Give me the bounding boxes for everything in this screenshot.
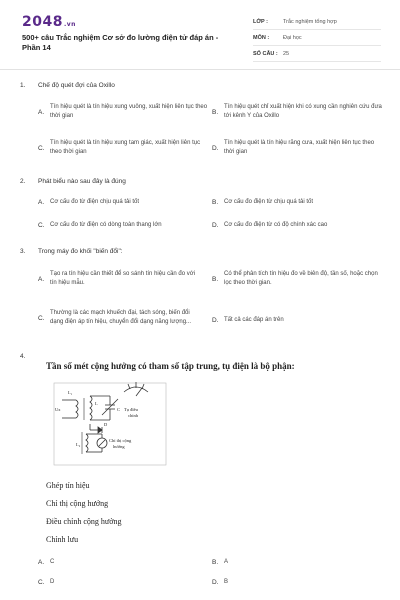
option-letter: B. bbox=[212, 275, 219, 283]
header-divider bbox=[0, 69, 400, 70]
option-d[interactable] bbox=[212, 137, 382, 159]
question-text: Trong máy đo khối "biến đổi": bbox=[38, 248, 123, 255]
option-letter: C. bbox=[38, 314, 45, 322]
label-cap-1: Tụ điều bbox=[124, 407, 138, 412]
option-text: Tạo ra tín hiệu cần thiết để so sánh tín hiệu cần đo với tín hiệu mẫu. bbox=[50, 271, 196, 286]
option-letter: B. bbox=[212, 108, 219, 116]
option-d[interactable] bbox=[212, 219, 382, 231]
option-letter: B. bbox=[212, 198, 219, 206]
option-text: B bbox=[224, 578, 229, 585]
label-meter-2: hưởng bbox=[113, 444, 125, 449]
meta-label: MÔN : bbox=[253, 34, 270, 41]
option-text: C bbox=[50, 558, 55, 565]
option-text: Cơ cấu đo từ điện chịu quá tải tốt bbox=[50, 198, 140, 205]
label-l: L bbox=[95, 401, 98, 406]
logo-suffix: .vn bbox=[63, 21, 76, 28]
label-l2: L₂ bbox=[76, 442, 81, 447]
option-letter: D. bbox=[212, 316, 219, 324]
option-d[interactable] bbox=[212, 314, 382, 326]
option-b[interactable] bbox=[212, 268, 382, 290]
option-letter: B. bbox=[212, 558, 219, 566]
meta-value: 25 bbox=[283, 50, 290, 57]
option-letter: A. bbox=[38, 558, 45, 566]
option-text: Tín hiệu quét là tín hiệu răng cưa, xuất hiện liên tục theo thời gian bbox=[224, 140, 375, 155]
option-text: Tất cả các đáp án trên bbox=[224, 316, 284, 323]
question-text: Phát biểu nào sau đây là đúng bbox=[38, 178, 126, 185]
option-letter: D. bbox=[212, 578, 219, 586]
option-d[interactable] bbox=[212, 576, 362, 588]
option-text: Cơ cấu đo điện từ chịu quá tải tốt bbox=[224, 198, 314, 205]
option-b[interactable] bbox=[212, 196, 382, 208]
question-number: 2. bbox=[20, 178, 26, 185]
option-text: Cơ cấu đo điện từ có độ chính xác cao bbox=[224, 221, 328, 228]
meta-table bbox=[253, 14, 381, 62]
meta-value[interactable]: Đại học bbox=[283, 34, 302, 41]
label-cap-2: chỉnh bbox=[128, 413, 138, 418]
option-c[interactable] bbox=[38, 576, 188, 588]
question-number: 4. bbox=[20, 353, 26, 360]
option-text: Tín hiệu quét là tín hiệu xung vuông, xuất hiện liên tục theo thời gian bbox=[50, 104, 208, 119]
option-b[interactable] bbox=[212, 101, 382, 123]
option-b[interactable] bbox=[212, 556, 362, 568]
option-letter: C. bbox=[38, 221, 45, 229]
label-d: D bbox=[104, 422, 108, 427]
option-letter: C. bbox=[38, 144, 45, 152]
option-c[interactable] bbox=[38, 137, 208, 159]
option-letter: A. bbox=[38, 275, 45, 283]
site-logo[interactable] bbox=[22, 14, 76, 30]
option-a[interactable] bbox=[38, 196, 208, 208]
option-letter: D. bbox=[212, 144, 219, 152]
choice-line: Chỉ thị cộng hưởng bbox=[46, 499, 109, 508]
question-number: 1. bbox=[20, 82, 26, 89]
question-text: Tần số mét cộng hưởng có tham số tập trung, tụ điện là bộ phận: bbox=[46, 361, 295, 371]
option-letter: A. bbox=[38, 108, 45, 116]
meta-row-count bbox=[253, 46, 381, 62]
option-text: Tín hiệu quét chỉ xuất hiện khi có xung cần nghiên cứu đưa tới kênh Y của Oxillo bbox=[224, 104, 382, 119]
meta-row-subject bbox=[253, 30, 381, 46]
option-text: Có thể phân tích tín hiệu đo về biên độ, tần số, hoặc chọn lọc theo thời gian. bbox=[224, 271, 378, 286]
choice-line: Chỉnh lưu bbox=[46, 535, 79, 544]
question-number: 3. bbox=[20, 248, 26, 255]
option-text: Tín hiệu quét là tín hiệu xung tam giác, xuất hiện liên tục theo thời gian bbox=[50, 140, 201, 155]
logo-text: 2048 bbox=[22, 14, 63, 30]
page-title: 500+ câu Trắc nghiệm Cơ sở đo lường điện tử đáp án - Phần 14 bbox=[22, 33, 219, 52]
meta-label: LỚP : bbox=[253, 18, 268, 25]
meta-value[interactable]: Trắc nghiệm tổng hợp bbox=[283, 18, 337, 25]
page-header bbox=[0, 0, 400, 78]
meta-label: SỐ CÂU : bbox=[253, 50, 278, 57]
option-letter: C. bbox=[38, 578, 45, 586]
option-letter: D. bbox=[212, 221, 219, 229]
option-c[interactable] bbox=[38, 219, 210, 231]
option-a[interactable] bbox=[38, 268, 198, 290]
option-c[interactable] bbox=[38, 302, 198, 334]
label-l1: L₁ bbox=[68, 390, 73, 395]
resonance-circuit-figure bbox=[46, 380, 174, 468]
label-c: C bbox=[117, 407, 121, 412]
label-ux: Ux bbox=[55, 407, 61, 412]
question-text: Chế độ quét đợi của Oxillo bbox=[38, 82, 115, 89]
option-text: Thường là các mạch khuếch đại, tách sóng, biến đổi dạng điện áp tín hiệu, chuyển đổi dạng năng lượng... bbox=[50, 310, 192, 325]
option-a[interactable] bbox=[38, 556, 188, 568]
choice-line: Điều chỉnh cộng hưởng bbox=[46, 517, 122, 526]
choice-line: Ghép tín hiệu bbox=[46, 481, 90, 490]
option-text: A bbox=[224, 558, 229, 565]
option-text: Cơ cấu đo từ điện có dòng toàn thang lớn bbox=[50, 221, 162, 228]
meta-row-class bbox=[253, 14, 381, 30]
option-text: D bbox=[50, 578, 55, 585]
label-meter-1: Chỉ thị cộng bbox=[109, 438, 132, 443]
option-a[interactable] bbox=[38, 101, 208, 123]
option-letter: A. bbox=[38, 198, 45, 206]
